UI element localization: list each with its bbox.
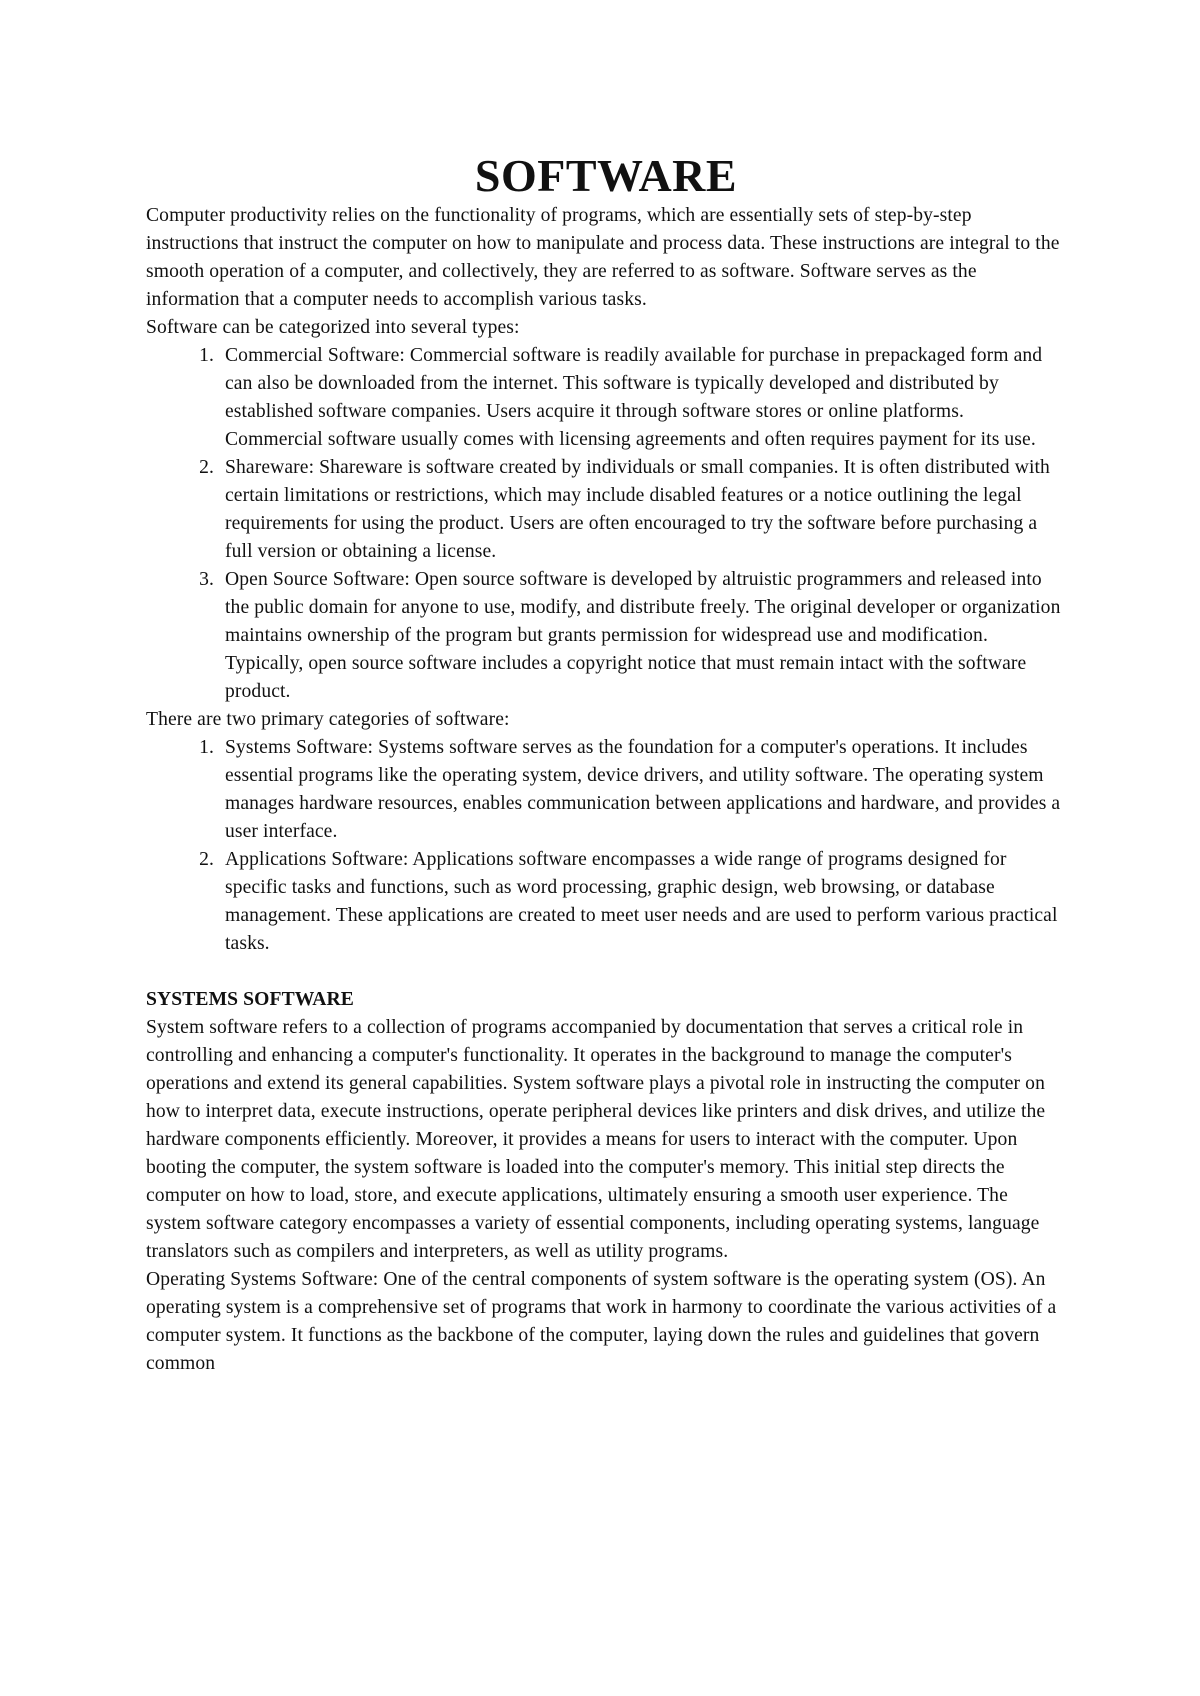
list-item-commercial-software: 1. Commercial Software: Commercial software is readily available for purchase in prepackaged form and can also be downloaded from the internet. This software is typically developed and distributed by established software companies. Users acquire it through software stores or online platforms. Commercial software usually comes with licensing agreements and often requires payment for its use.: [219, 342, 1066, 454]
list-item-shareware: 2. Shareware: Shareware is software created by individuals or small companies. It is often distributed with certain limitations or restrictions, which may include disabled features or a notice outlining the legal requirements for using the product. Users are often encouraged to try the software before purchasing a full version or obtaining a license.: [219, 454, 1066, 566]
list-item-open-source-software: 3. Open Source Software: Open source software is developed by altruistic programmers and released into the public domain for anyone to use, modify, and distribute freely. The original developer or organization maintains ownership of the program but grants permission for widespread use and modification. Typically, open source software includes a copyright notice that must remain intact with the software product.: [219, 566, 1066, 706]
systems-software-paragraph: System software refers to a collection of programs accompanied by documentation that serves a critical role in controlling and enhancing a computer's functionality. It operates in the background to manage the computer's operations and extend its general capabilities. System software plays a pivotal role in instructing the computer on how to interpret data, execute instructions, operate peripheral devices like printers and disk drives, and utilize the hardware components efficiently. Moreover, it provides a means for users to interact with the computer. Upon booting the computer, the system software is loaded into the computer's memory. This initial step directs the computer on how to load, store, and execute applications, ultimately ensuring a smooth user experience. The system software category encompasses a variety of essential components, including operating systems, language translators such as compilers and interpreters, as well as utility programs.: [146, 1017, 1046, 1262]
section-spacer: [146, 958, 1066, 986]
software-types-list: [146, 342, 1066, 706]
operating-systems-paragraph: Operating Systems Software: One of the central components of system software is the operating system (OS). An operating system is a comprehensive set of programs that work in harmony to coordinate the various activities of a computer system. It functions as the backbone of the computer, laying down the rules and guidelines that govern common: [146, 1269, 1057, 1374]
document-body: [146, 148, 1066, 1378]
categories-lead-text: There are two primary categories of software:: [146, 709, 510, 730]
section-heading: SYSTEMS SOFTWARE: [146, 989, 354, 1010]
list-item-systems-software: 1. Systems Software: Systems software serves as the foundation for a computer's operations. It includes essential programs like the operating system, device drivers, and utility software. The operating system manages hardware resources, enables communication between applications and hardware, and provides a user interface.: [219, 734, 1066, 846]
list-item-applications-software: 2. Applications Software: Applications software encompasses a wide range of programs designed for specific tasks and functions, such as word processing, graphic design, web browsing, or database management. These applications are created to meet user needs and are used to perform various practical tasks.: [219, 846, 1066, 958]
document-title: SOFTWARE: [474, 150, 738, 201]
software-categories-list: [146, 734, 1066, 958]
types-lead-text: Software can be categorized into several types:: [146, 317, 520, 338]
intro-paragraph: Computer productivity relies on the functionality of programs, which are essentially sets of step-by-step instructions that instruct the computer on how to manipulate and process data. These instructions are integral to the smooth operation of a computer, and collectively, they are referred to as software. Software serves as the information that a computer needs to accomplish various tasks.: [146, 205, 1060, 310]
